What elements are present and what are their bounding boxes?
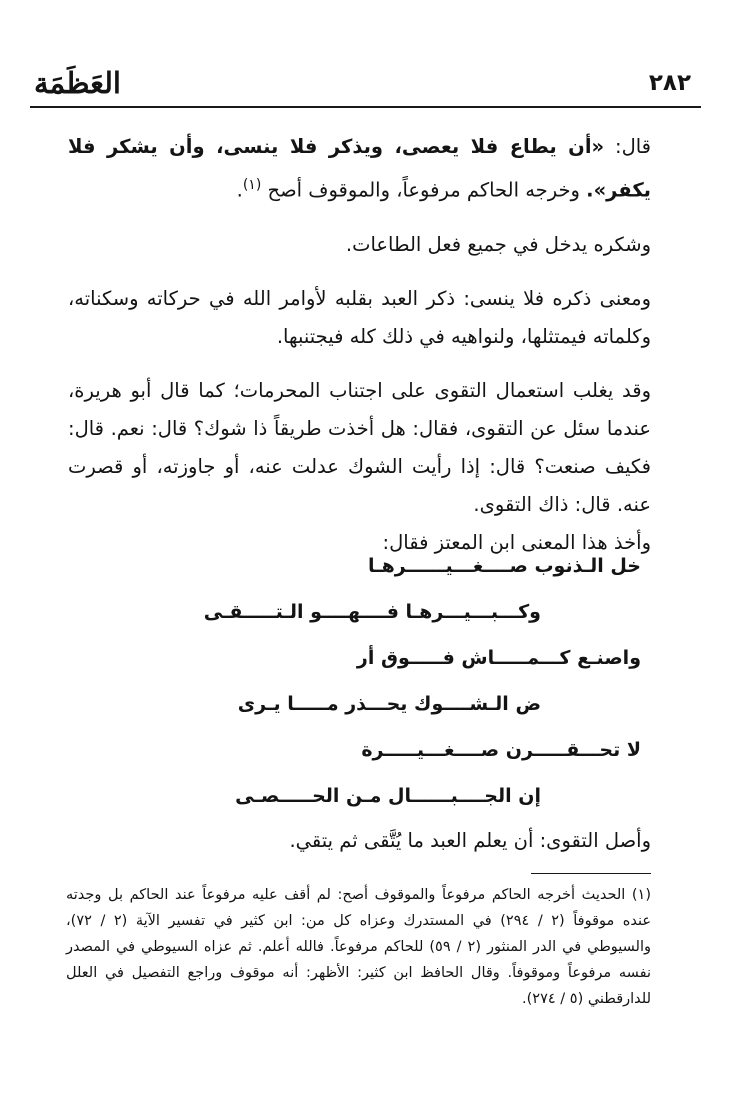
page-header [30, 64, 701, 108]
poem-verse-3a: لا تحـــقـــــرن صــــغـــيـــــرة [361, 739, 641, 761]
paragraph-hadith [68, 128, 651, 210]
hadith-end: . [236, 178, 243, 202]
paragraph-gratitude: وشكره يدخل في جميع فعل الطاعات. [345, 232, 651, 256]
footnote-separator [531, 873, 651, 874]
page-number: ٢٨٢ [648, 70, 691, 96]
poem-verse-3b: إن الجــــبــــــال مـن الحـــــصـى [235, 785, 541, 807]
header-rule [30, 106, 701, 108]
poem-verse-2a: واصنـع كـــمـــــاش فـــــوق أر [356, 647, 641, 669]
footnote-reference[interactable]: (١) [242, 177, 262, 193]
closing-line: وأصل التقوى: أن يعلم العبد ما يُتَّقى ثم يتقي. [289, 829, 651, 852]
hadith-quote: «أن يطاع فلا يعصى، ويذكر فلا ينسى، وأن يشكر فلا يكفر». [68, 135, 651, 202]
footnote-1: (١) الحديث أخرجه الحاكم مرفوعاً والموقوف أصح: لم أقف عليه مرفوعاً عند الحاكم بل وجدته عنده موقوفاً (٢ / ٢٩٤) في المستدرك وعزاه كل من: ابن كثير في تفسير الآية (٢ / ٧٢)، والسيوطي في الدر المنثور (٢ / ٥٩) للحاكم مرفوعاً. فالله أعلم. ثم عزاه السيوطي في المصدر نفسه مرفوعاً وموقوفاً. وقال الحافظ ابن كثير: الأظهر: أنه موقوف وراجع التفصيل في العلل للدارقطني (٥ / ٢٧٤). [66, 887, 652, 1007]
poem-verse-1a: خل الـذنوب صــــغـــيــــــرهـا [367, 555, 641, 577]
paragraph-abu-hurayra: وقد يغلب استعمال التقوى على اجتناب المحرمات؛ كما قال أبو هريرة، عندما سئل عن التقوى، فقال: هل أخذت طريقاً ذا شوك؟ قال: نعم. قال: فكيف صنعت؟ قال: إذا رأيت الشوك عدلت عنه، أو جاوزته، أو قصرت عنه. قال: ذاك التقوى. [68, 378, 651, 516]
paragraph-remembrance: ومعنى ذكره فلا ينسى: ذكر العبد بقلبه لأوامر الله في حركاته وسكناته، وكلماته فيمتثلها، ولنواهيه في ذلك كله فيجتنبها. [68, 286, 651, 348]
poem-verse-2b: ض الـشــــوك يحـــذر مـــــا يـرى [237, 693, 541, 715]
hadith-grading: وخرجه الحاكم مرفوعاً، والموقوف أصح [261, 178, 587, 202]
running-title: العَظَمَة [34, 66, 121, 100]
hadith-intro: قال: [604, 135, 651, 158]
main-text [68, 128, 651, 562]
poem-verse-1b: وكـــبـــيـــرهـا فــــهــــو الـتـــــقـى [203, 601, 541, 623]
poem [121, 543, 641, 819]
paragraph-poem-intro: وأخذ هذا المعنى ابن المعتز فقال: [382, 530, 651, 554]
